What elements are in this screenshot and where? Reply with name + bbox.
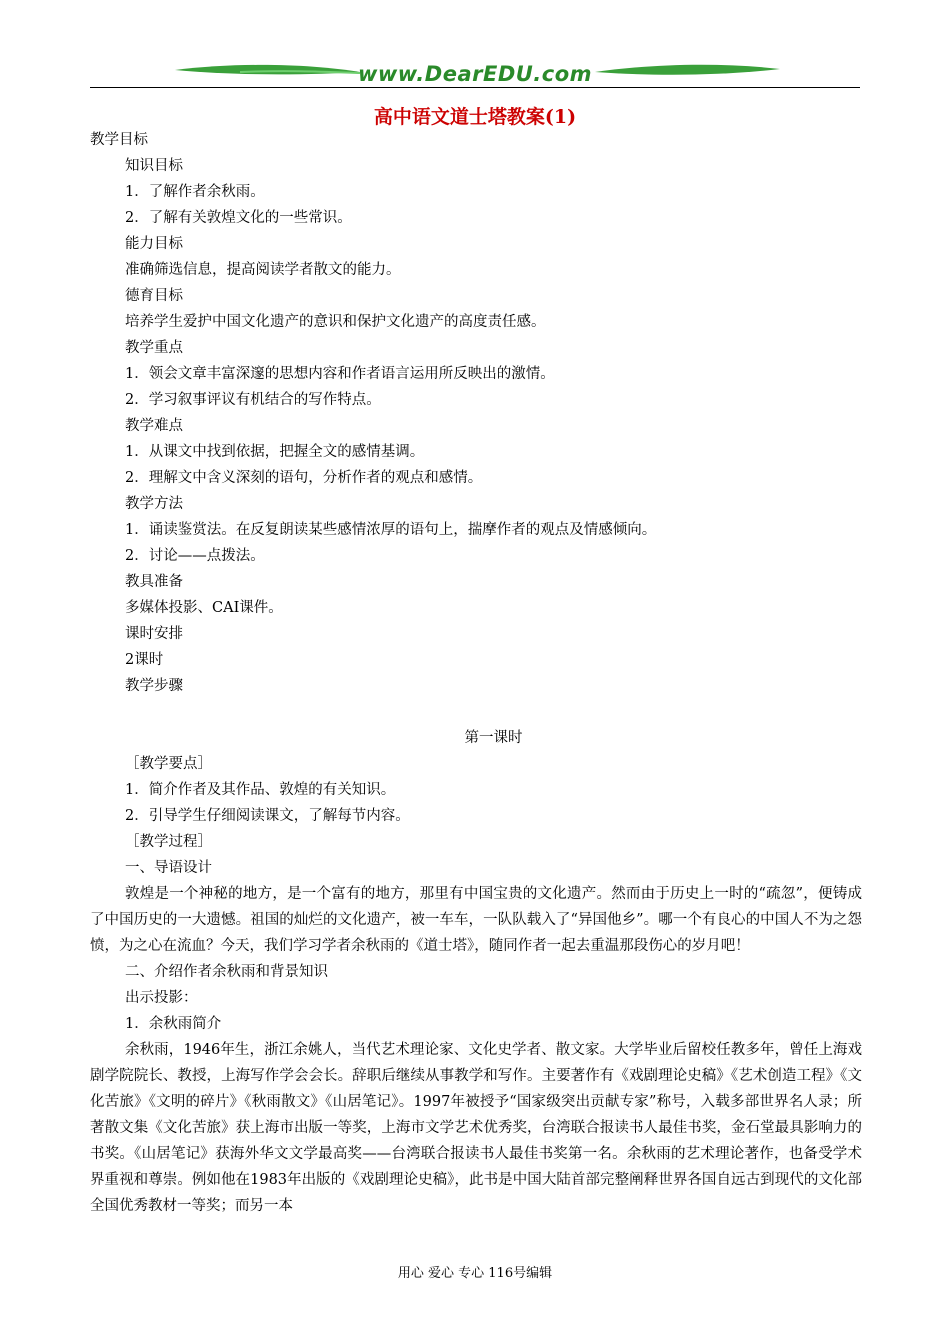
text-line: 培养学生爱护中国文化遗产的意识和保护文化遗产的高度责任感。 — [125, 314, 546, 330]
text-line: 1．余秋雨简介 — [125, 1016, 222, 1032]
text-line: 1．简介作者及其作品、敦煌的有关知识。 — [125, 782, 396, 798]
text-line: 二、介绍作者余秋雨和背景知识 — [125, 964, 328, 980]
text-line: 教学步骤 — [125, 678, 183, 694]
text-line: 能力目标 — [125, 236, 183, 252]
text-line: ［教学过程］ — [125, 834, 212, 850]
text-line: 课时安排 — [125, 626, 183, 642]
body-paragraph: 余秋雨，1946年生，浙江余姚人，当代艺术理论家、文化史学者、散文家。大学毕业后留校任教多年，曾任上海戏剧学院院长、教授，上海写作学会会长。辞职后继续从事教学和写作。主要著作有《戏剧理论史稿》《艺术创造工程》《文化苦旅》《文明的碎片》《秋雨散文》《山居笔记》。1997年被授予“国家级突出贡献专家”称号，入载多部世界名人录；所著散文集《文化苦旅》获上海市出版一等奖，上海市文学艺术优秀奖，台湾联合报读书人最佳书奖，金石堂最具影响力的书奖。《山居笔记》获海外华文文学最高奖——台湾联合报读书人最佳书奖第一名。余秋雨的艺术理论著作，也备受学术界重视和尊崇。例如他在1983年出版的《戏剧理论史稿》，此书是中国大陆首部完整阐释世界各国自远古到现代的文化部全国优秀教材一等奖；而另一本 — [90, 1042, 862, 1214]
text-line: 一、导语设计 — [125, 860, 212, 876]
text-line: 2．理解文中含义深刻的语句，分析作者的观点和感情。 — [125, 470, 483, 486]
text-line: 1．领会文章丰富深邃的思想内容和作者语言运用所反映出的激情。 — [125, 366, 555, 382]
text-line: 教学方法 — [125, 496, 183, 512]
text-line: 2．引导学生仔细阅读课文，了解每节内容。 — [125, 808, 410, 824]
text-line: 知识目标 — [125, 158, 183, 174]
text-line: 2．了解有关敦煌文化的一些常识。 — [125, 210, 352, 226]
text-line: 教学重点 — [125, 340, 183, 356]
text-line: 德育目标 — [125, 288, 183, 304]
text-line: 1．了解作者余秋雨。 — [125, 184, 265, 200]
text-line: 教学难点 — [125, 418, 183, 434]
header-rule — [90, 87, 860, 88]
body-paragraph: 敦煌是一个神秘的地方，是一个富有的地方，那里有中国宝贵的文化遗产。然而由于历史上一时的“疏忽”，便铸成了中国历史的一大遗憾。祖国的灿烂的文化遗产，被一车车，一队队载入了“异国他乡”。哪一个有良心的中国人不为之怨愤，为之心在流血？今天，我们学习学者余秋雨的《道士塔》，随同作者一起去重温那段伤心的岁月吧！ — [90, 886, 862, 954]
text-line: 教具准备 — [125, 574, 183, 590]
site-logo-text: www.DearEDU.com — [357, 62, 593, 86]
text-line: 出示投影： — [125, 990, 198, 1006]
page-footer: 用心 爱心 专心 116号编辑 — [397, 1266, 553, 1281]
document-body — [90, 127, 862, 1219]
text-line: 第一课时 — [464, 730, 523, 746]
text-line: 多媒体投影、CAI课件。 — [125, 600, 283, 616]
text-line: 2．讨论——点拨法。 — [125, 548, 265, 564]
text-line: 2．学习叙事评议有机结合的写作特点。 — [125, 392, 381, 408]
text-line: 准确筛选信息，提高阅读学者散文的能力。 — [125, 262, 401, 278]
blank-line — [90, 699, 862, 725]
text-line: 教学目标 — [90, 132, 148, 148]
page-title: 高中语文道士塔教案(1) — [373, 106, 577, 128]
text-line: 2课时 — [125, 652, 164, 668]
text-line: 1．从课文中找到依据，把握全文的感情基调。 — [125, 444, 425, 460]
text-line: ［教学要点］ — [125, 756, 212, 772]
text-line: 1．诵读鉴赏法。在反复朗读某些感情浓厚的语句上，揣摩作者的观点及情感倾向。 — [125, 522, 657, 538]
site-header — [90, 56, 860, 90]
